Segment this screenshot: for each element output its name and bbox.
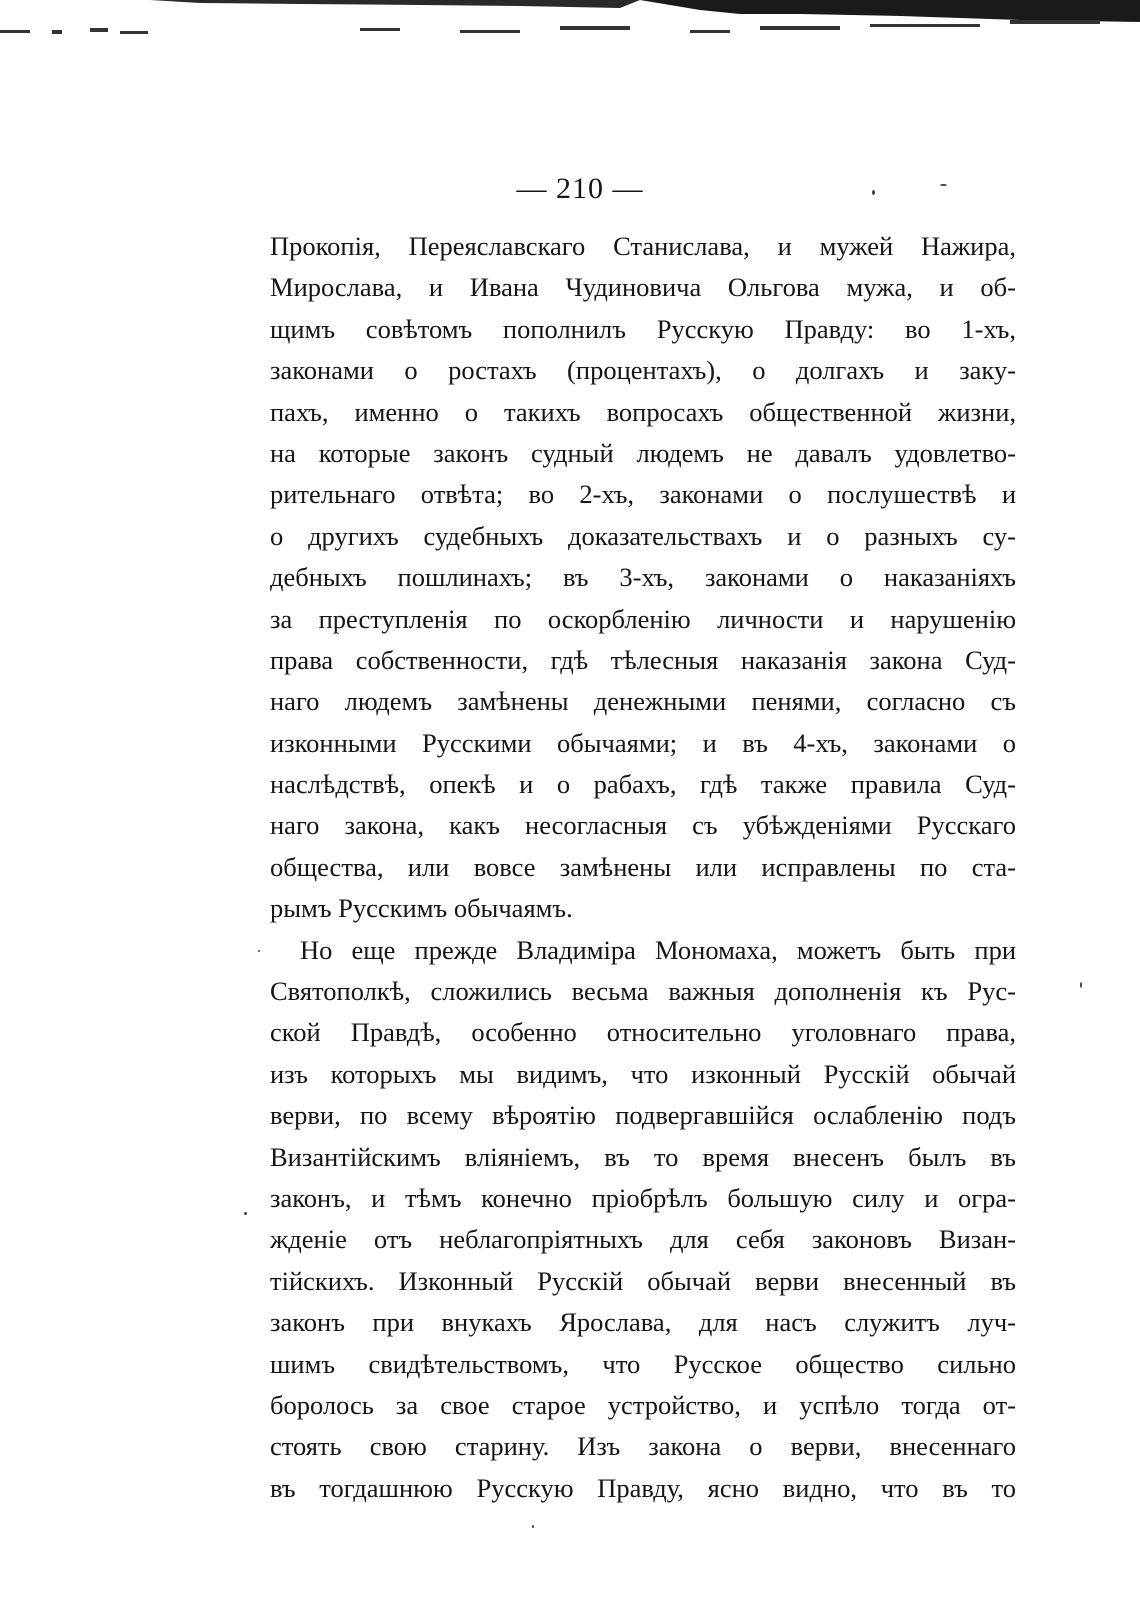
scan-speck <box>244 1212 247 1215</box>
text-line: пахъ, именно о такихъ вопросахъ общественной жизни, <box>270 396 1016 427</box>
text-line: жденіе отъ неблагопріятныхъ для себя законовъ Визан- <box>270 1224 1016 1255</box>
text-line: въ тогдашнюю Русскую Правду, ясно видно, что въ то <box>270 1472 1016 1503</box>
text-line: законами о ростахъ (процентахъ), о долгахъ и заку- <box>270 355 1016 386</box>
body-text <box>270 226 1016 1509</box>
text-line: общества, или вовсе замѣнены или исправлены по ста- <box>270 851 1016 882</box>
text-line: наслѣдствѣ, опекѣ и о рабахъ, гдѣ также правила Суд- <box>270 769 1016 800</box>
text-line: изъ которыхъ мы видимъ, что изконный Русскій обычай <box>270 1058 1016 1089</box>
text-line: стоять свою старину. Изъ закона о верви, внесеннаго <box>270 1431 1016 1462</box>
text-line: рительнаго отвѣта; во 2-хъ, законами о послушествѣ и <box>270 479 1016 510</box>
scan-speck <box>872 190 875 195</box>
text-line: дебныхъ пошлинахъ; въ 3-хъ, законами о наказаніяхъ <box>270 562 1016 593</box>
text-line: изконными Русскими обычаями; и въ 4-хъ, законами о <box>270 727 1016 758</box>
text-line: наго людемъ замѣнены денежными пенями, согласно съ <box>270 686 1016 717</box>
text-line: верви, по всему вѣроятію подвергавшійся ослабленію подъ <box>270 1100 1016 1131</box>
text-line: Святополкѣ, сложились весьма важныя дополненія къ Рус- <box>270 976 1016 1007</box>
text-line: Но еще прежде Владиміра Мономаха, можетъ быть при <box>300 934 1016 965</box>
text-line: боролось за свое старое устройство, и успѣло тогда от- <box>270 1389 1016 1420</box>
scan-speck <box>258 950 260 952</box>
text-line: рымъ Русскимъ обычаямъ. <box>270 893 573 924</box>
scan-speck <box>1080 982 1082 988</box>
text-line: наго закона, какъ несогласныя съ убѣжденіями Русскаго <box>270 810 1016 841</box>
text-line: за преступленія по оскорбленію личности и нарушенію <box>270 603 1016 634</box>
text-line: законъ при внукахъ Ярослава, для насъ служитъ луч- <box>270 1307 1016 1338</box>
text-line: Прокопія, Переяславскаго Станислава, и мужей Нажира, <box>270 231 1016 261</box>
text-line: Византійскимъ вліяніемъ, въ то время внесенъ былъ въ <box>270 1141 1016 1172</box>
text-line: щимъ совѣтомъ пополнилъ Русскую Правду: во 1-хъ, <box>270 313 1016 344</box>
text-line: законъ, и тѣмъ конечно пріобрѣлъ большую силу и огра- <box>270 1182 1016 1213</box>
text-line: Мирослава, и Ивана Чудиновича Ольгова мужа, и об- <box>270 272 1016 303</box>
text-line: ской Правдѣ, особенно относительно уголовнаго права, <box>270 1017 1016 1048</box>
scan-speck <box>532 1525 534 1528</box>
text-line: на которые законъ судный людемъ не давалъ удовлетво- <box>270 437 1016 468</box>
text-line: тійскихъ. Изконный Русскій обычай верви внесенный въ <box>270 1265 1016 1296</box>
text-line: о другихъ судебныхъ доказательствахъ и о разныхъ су- <box>270 520 1016 551</box>
scan-border-artifact <box>0 0 1140 48</box>
text-line: права собственности, гдѣ тѣлесныя наказанія закона Суд- <box>270 644 1016 675</box>
scan-speck <box>940 184 947 186</box>
page-number: — 210 — <box>516 172 644 205</box>
text-line: шимъ свидѣтельствомъ, что Русское общество сильно <box>270 1348 1016 1379</box>
